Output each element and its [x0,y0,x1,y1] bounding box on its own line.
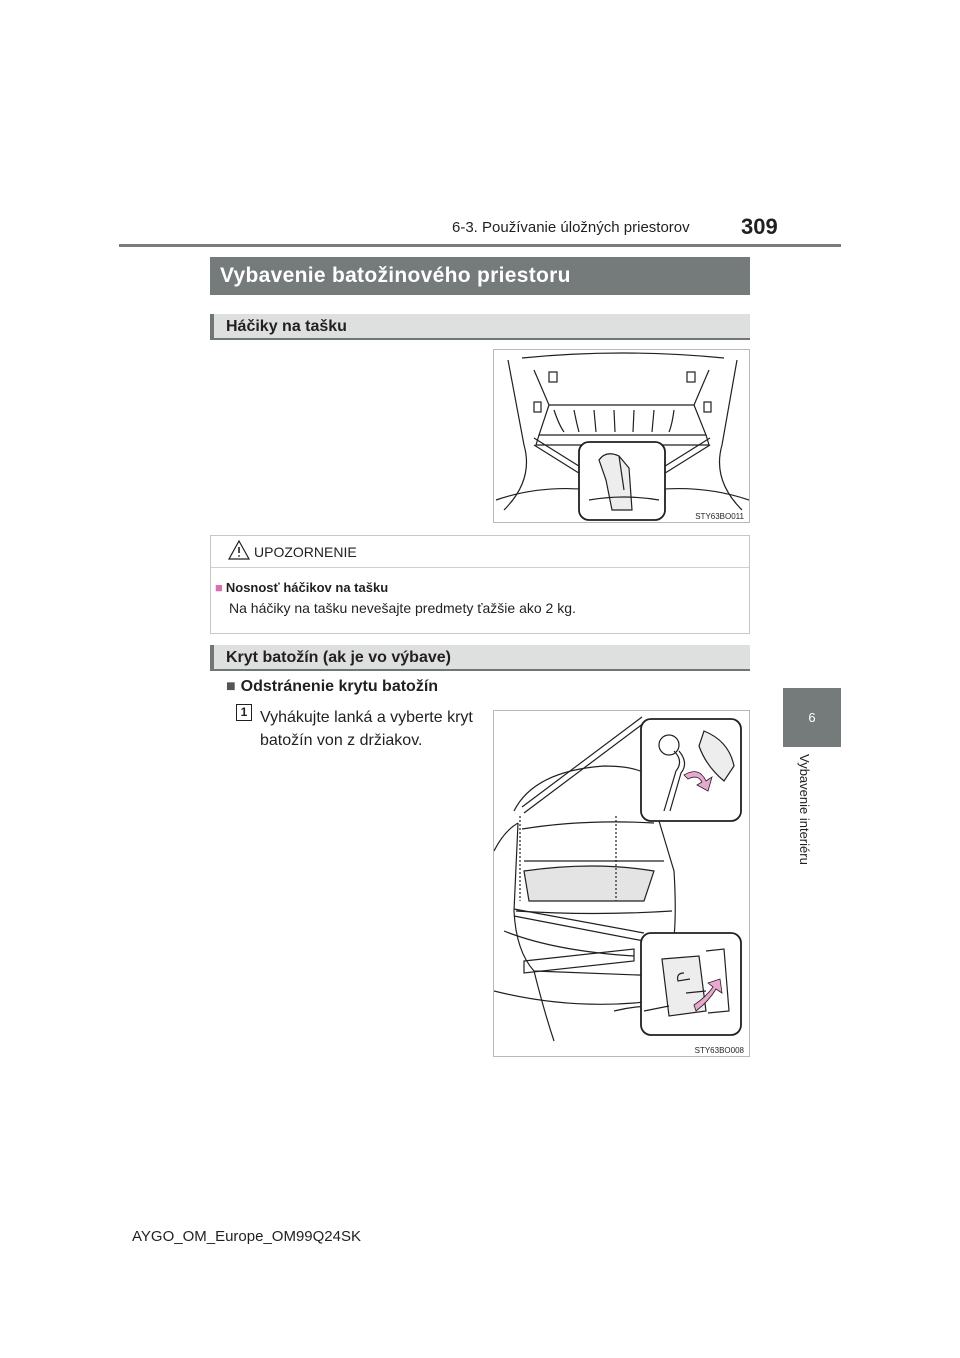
square-bullet-icon: ■ [226,678,236,695]
warning-title: UPOZORNENIE [254,544,357,560]
warning-subheading [215,580,388,595]
pink-square-bullet-icon: ■ [215,580,223,595]
page-title: Vybavenie batožinového priestoru [210,257,750,295]
section-heading-cargo-cover: Kryt batožín (ak je vo výbave) [210,645,750,671]
chapter-tab: 6 [783,688,841,747]
figure-code: STY63BO008 [694,1046,744,1055]
warning-text: Na háčiky na tašku nevešajte predmety ťažšie ako 2 kg. [229,600,576,616]
bullet-heading-text: Odstránenie krytu batožín [240,678,439,695]
step-text: Vyhákujte lanká a vyberte kryt batožín von z držiakov. [260,709,473,749]
cargo-cover-illustration [494,711,750,1057]
section-reference: 6-3. Používanie úložných priestorov [452,219,690,236]
figure-cargo-cover [493,710,750,1057]
footer-doc-id: AYGO_OM_Europe_OM99Q24SK [132,1228,361,1245]
page-number: 309 [741,214,778,239]
warning-header [211,536,749,568]
step-number: 1 [236,704,252,721]
bullet-heading [226,678,438,696]
warning-triangle-icon [227,539,251,561]
figure-code: STY63BO011 [695,512,744,521]
warning-subheading-text: Nosnosť háčikov na tašku [225,580,389,595]
figure-bag-hooks [493,349,750,523]
chapter-label: Vybavenie interiéru [797,754,812,865]
section-heading-bag-hooks: Háčiky na tašku [210,314,750,340]
header-rule [119,244,841,247]
bag-hooks-illustration [494,350,750,523]
warning-box [210,535,750,634]
